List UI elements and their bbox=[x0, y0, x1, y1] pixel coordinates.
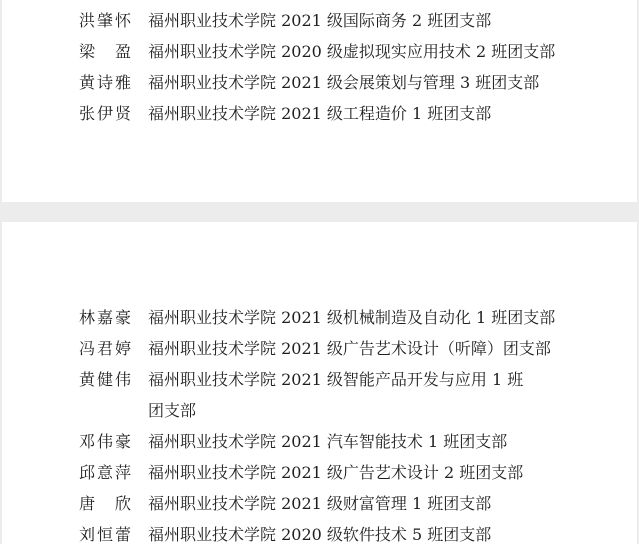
list-item bbox=[2, 5, 637, 36]
list-item bbox=[2, 519, 637, 544]
member-name: 唐 欣 bbox=[79, 494, 131, 513]
member-branch: 福州职业技术学院 2021 级机械制造及自动化 1 班团支部 bbox=[148, 308, 556, 327]
member-name: 邓伟豪 bbox=[79, 432, 131, 451]
list-item bbox=[2, 302, 637, 333]
member-branch: 福州职业技术学院 2021 级智能产品开发与应用 1 班 bbox=[148, 370, 524, 389]
member-branch: 福州职业技术学院 2021 级财富管理 1 班团支部 bbox=[148, 494, 492, 513]
member-branch: 福州职业技术学院 2020 级虚拟现实应用技术 2 班团支部 bbox=[148, 42, 556, 61]
member-branch-continuation: 团支部 bbox=[148, 401, 197, 420]
list-item bbox=[2, 98, 637, 129]
list-item bbox=[2, 36, 637, 67]
member-name: 黄健伟 bbox=[79, 370, 131, 389]
list-item-continuation bbox=[2, 395, 637, 426]
member-name: 梁 盈 bbox=[79, 42, 131, 61]
list-item bbox=[2, 364, 637, 395]
list-item bbox=[2, 488, 637, 519]
member-branch: 福州职业技术学院 2021 级广告艺术设计 2 班团支部 bbox=[148, 463, 524, 482]
member-name: 刘恒蕾 bbox=[79, 525, 131, 544]
member-name: 林嘉豪 bbox=[79, 308, 131, 327]
document-page bbox=[2, 222, 637, 544]
member-branch: 福州职业技术学院 2021 级会展策划与管理 3 班团支部 bbox=[148, 73, 540, 92]
member-branch: 福州职业技术学院 2021 级广告艺术设计（听障）团支部 bbox=[148, 339, 551, 358]
member-branch: 福州职业技术学院 2020 级软件技术 5 班团支部 bbox=[148, 525, 492, 544]
list-item bbox=[2, 67, 637, 98]
member-name: 冯君婷 bbox=[79, 339, 131, 358]
member-name: 黄诗雅 bbox=[79, 73, 131, 92]
list-item bbox=[2, 333, 637, 364]
member-branch: 福州职业技术学院 2021 级工程造价 1 班团支部 bbox=[148, 104, 492, 123]
member-name: 洪肇怀 bbox=[79, 11, 131, 30]
member-branch: 福州职业技术学院 2021 汽车智能技术 1 班团支部 bbox=[148, 432, 508, 451]
list-item bbox=[2, 426, 637, 457]
member-name: 邱意萍 bbox=[79, 463, 131, 482]
list-item bbox=[2, 457, 637, 488]
member-branch: 福州职业技术学院 2021 级国际商务 2 班团支部 bbox=[148, 11, 492, 30]
document-page bbox=[2, 0, 637, 202]
member-name: 张伊贤 bbox=[79, 104, 131, 123]
